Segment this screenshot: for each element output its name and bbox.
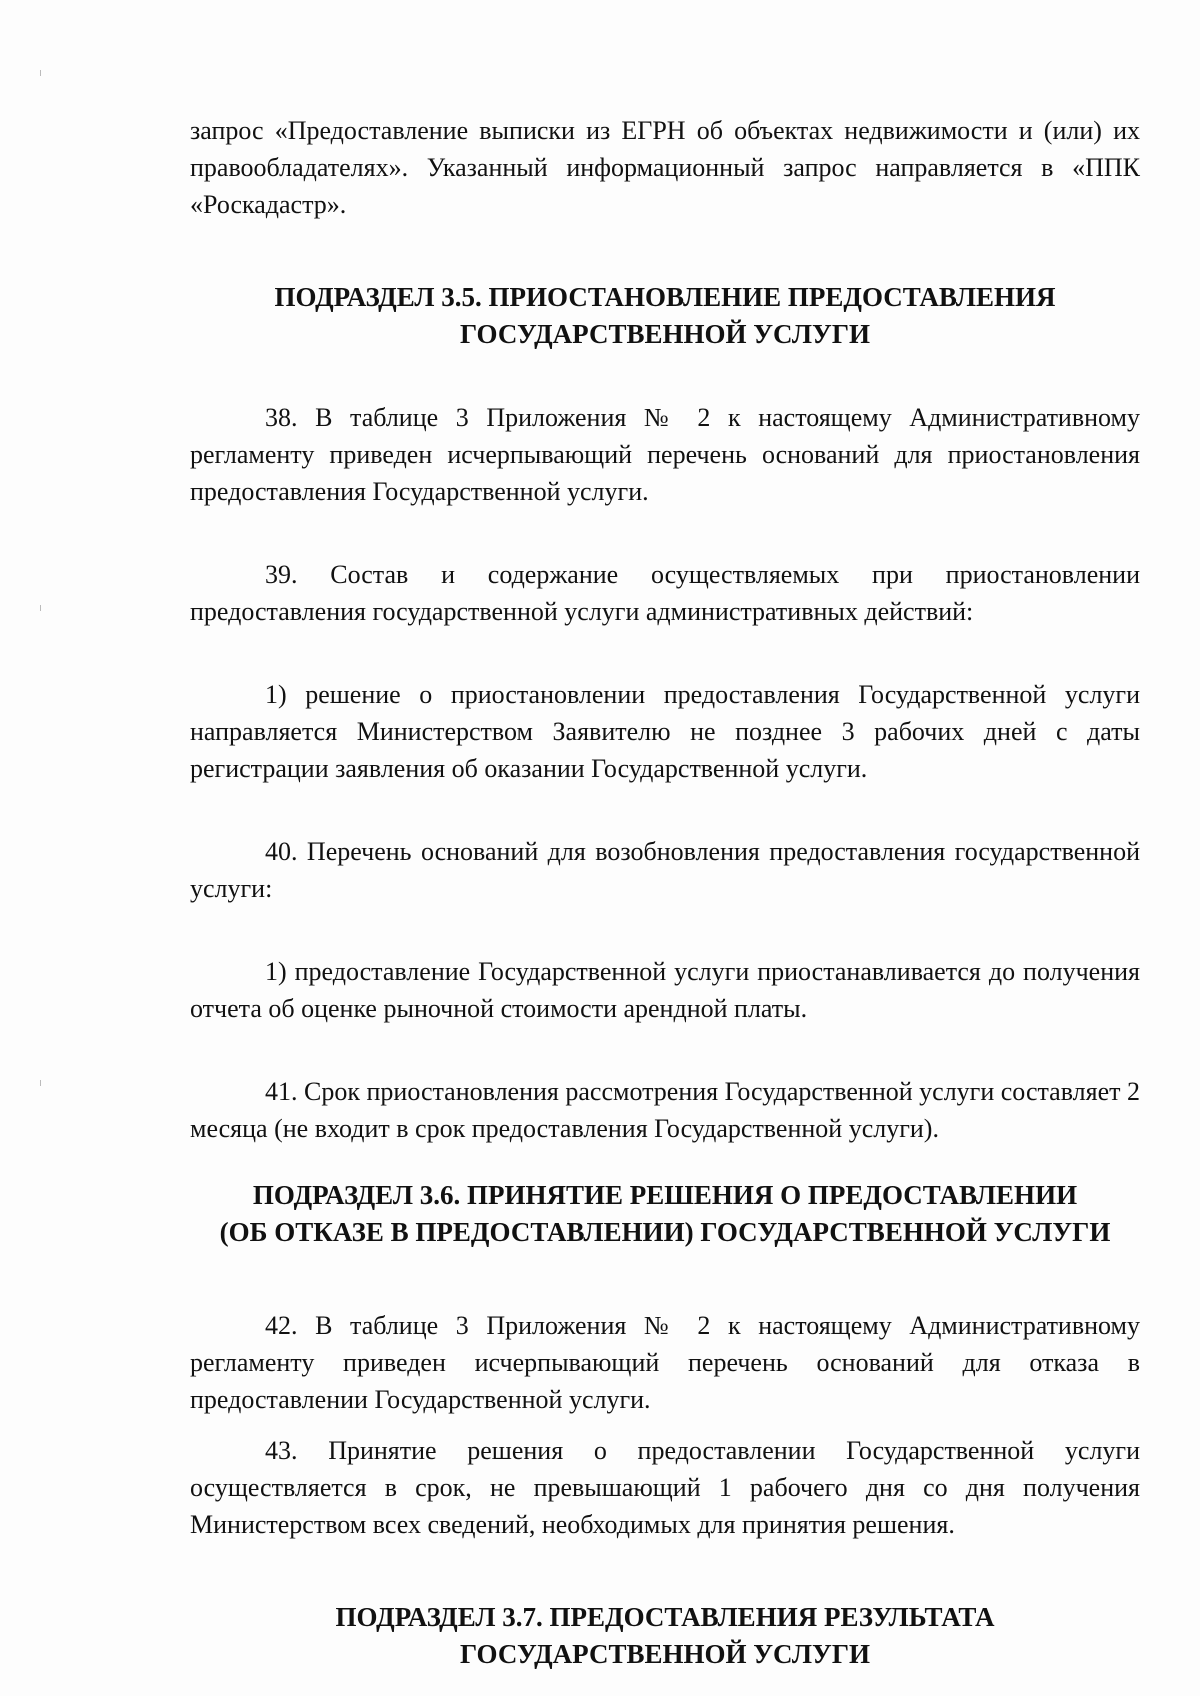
document-body — [190, 112, 1140, 1673]
paragraph-41: 41. Срок приостановления рассмотрения Государственной услуги составляет 2 месяца (не входит в срок предоставления Государственной услуги). — [190, 1077, 1140, 1143]
paragraph-40-item-1: 1) предоставление Государственной услуги приостанавливается до получения отчета об оценке рыночной стоимости арендной платы. — [190, 957, 1140, 1023]
section-3-6-title-line1: ПОДРАЗДЕЛ 3.6. ПРИНЯТИЕ РЕШЕНИЯ О ПРЕДОСТАВЛЕНИИ — [252, 1180, 1078, 1210]
paragraph-43: 43. Принятие решения о предоставлении Государственной услуги осуществляется в срок, не превышающий 1 рабочего дня со дня получения Министерством всех сведений, необходимых для принятия решения. — [190, 1436, 1140, 1539]
intro-paragraph: запрос «Предоставление выписки из ЕГРН об объектах недвижимости и (или) их правообладателях». Указанный информационный запрос направляется в «ППК «Роскадастр». — [190, 116, 1140, 219]
section-3-5-title-line1: ПОДРАЗДЕЛ 3.5. ПРИОСТАНОВЛЕНИЕ ПРЕДОСТАВЛЕНИЯ — [274, 282, 1056, 312]
section-3-5-title-line2: ГОСУДАРСТВЕННОЙ УСЛУГИ — [460, 319, 870, 349]
section-3-6-title-line2: (ОБ ОТКАЗЕ В ПРЕДОСТАВЛЕНИИ) ГОСУДАРСТВЕННОЙ УСЛУГИ — [219, 1217, 1111, 1247]
paragraph-39-item-1: 1) решение о приостановлении предоставления Государственной услуги направляется Министерством Заявителю не позднее 3 рабочих дней с даты регистрации заявления об оказании Государственной услуги. — [190, 680, 1140, 783]
paragraph-38: 38. В таблице 3 Приложения № 2 к настоящему Административному регламенту приведен исчерпывающий перечень оснований для приостановления предоставления Государственной услуги. — [190, 403, 1140, 506]
scan-artifact — [40, 70, 41, 76]
paragraph-40: 40. Перечень оснований для возобновления предоставления государственной услуги: — [190, 837, 1140, 903]
paragraph-39: 39. Состав и содержание осуществляемых при приостановлении предоставления государственной услуги административных действий: — [190, 560, 1140, 626]
section-3-7-title-line2: ГОСУДАРСТВЕННОЙ УСЛУГИ — [460, 1639, 870, 1669]
scan-artifact — [40, 605, 41, 611]
section-3-7-title — [190, 1599, 1140, 1673]
section-3-7-title-line1: ПОДРАЗДЕЛ 3.7. ПРЕДОСТАВЛЕНИЯ РЕЗУЛЬТАТА — [335, 1602, 995, 1632]
paragraph-42: 42. В таблице 3 Приложения № 2 к настоящему Административному регламенту приведен исчерпывающий перечень оснований для отказа в предоставлении Государственной услуги. — [190, 1311, 1140, 1414]
section-3-5-title — [190, 279, 1140, 353]
scan-artifact — [40, 1080, 41, 1086]
section-3-6-title — [190, 1177, 1140, 1251]
